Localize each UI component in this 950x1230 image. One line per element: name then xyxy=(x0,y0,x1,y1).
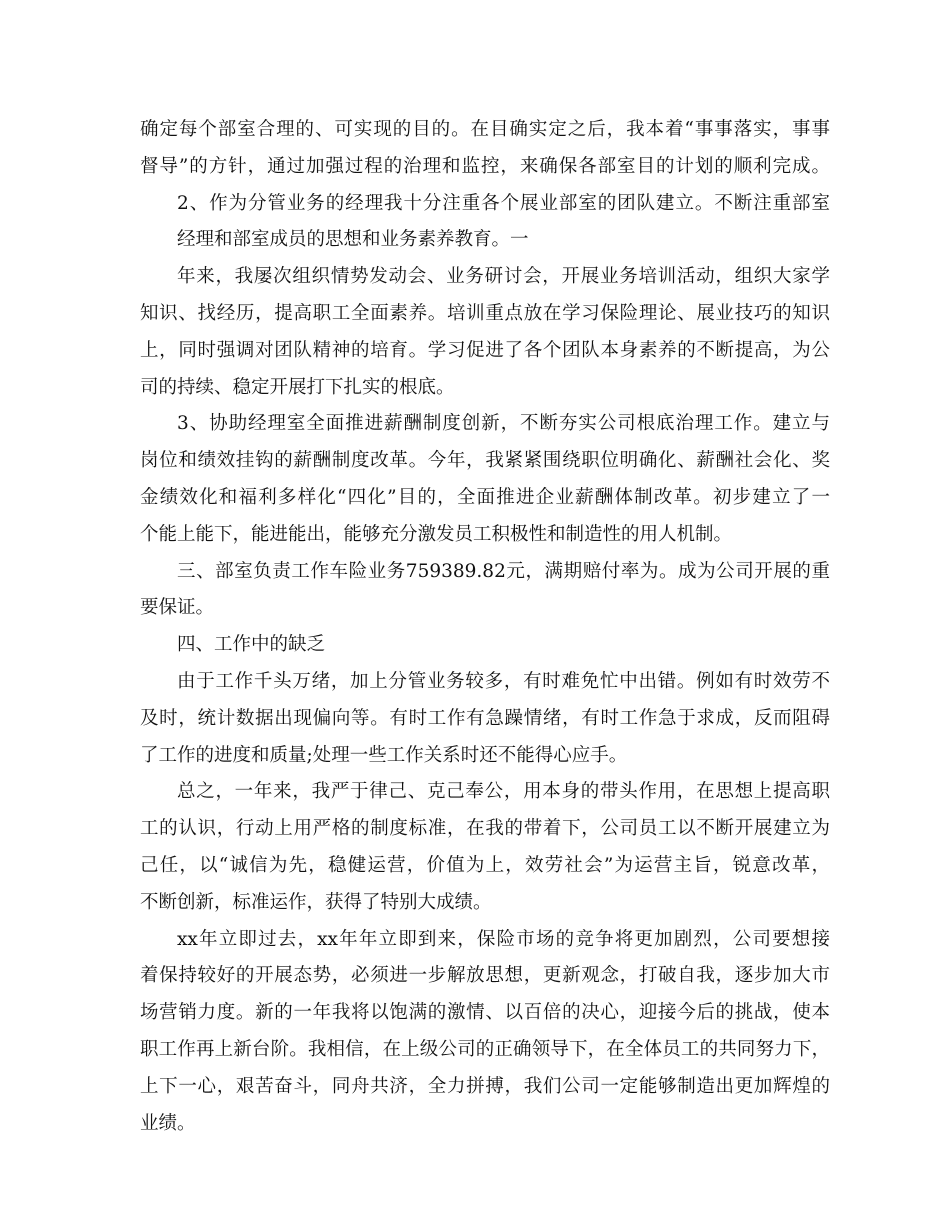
text-line: 岗位和绩效挂钩的薪酬制度改革。今年，我紧紧围绕职位明确化、薪酬社会化、奖 xyxy=(140,450,830,472)
text-line: 不断创新，标准运作，获得了特别大成绩。 xyxy=(140,891,492,913)
text-line: 着保持较好的开展态势，必须进一步解放思想，更新观念，打破自我，逐步加大市 xyxy=(140,965,830,987)
paragraph-start-line: 由于工作千头万绪，加上分管业务较多，有时难免忙中出错。例如有时效劳不 xyxy=(177,670,830,692)
text-line: 职工作再上新台阶。我相信，在上级公司的正确领导下，在全体员工的共同努力下， xyxy=(140,1038,830,1060)
document-body xyxy=(140,112,830,1142)
text-line: 个能上能下，能进能出，能够充分激发员工积极性和制造性的用人机制。 xyxy=(140,523,733,545)
paragraph-start-line: 总之，一年来，我严于律己、克己奉公，用本身的带头作用，在思想上提高职 xyxy=(177,781,830,803)
paragraph-start-line: xx年立即过去，xx年年立即到来，保险市场的竞争将更加剧烈，公司要想接 xyxy=(177,928,830,950)
text-line: 经理和部室成员的思想和业务素养教育。一 xyxy=(177,229,529,251)
paragraph-start-line: 三、部室负责工作车险业务759389.82元，满期赔付率为。成为公司开展的重 xyxy=(177,560,830,582)
text-line: 确定每个部室合理的、可实现的目的。在目确实定之后，我本着“事事落实，事事 xyxy=(140,119,830,140)
text-line: 上，同时强调对团队精神的培育。学习促进了各个团队本身素养的不断提高，为公 xyxy=(140,339,830,361)
section-heading: 四、工作中的缺乏 xyxy=(177,634,326,656)
paragraph-start-line: 年来，我屡次组织情势发动会、业务研讨会，开展业务培训活动，组织大家学 xyxy=(177,266,830,288)
text-line: 司的持续、稳定开展打下扎实的根底。 xyxy=(140,376,455,398)
text-line: 要保证。 xyxy=(140,597,215,619)
text-line: 场营销力度。新的一年我将以饱满的激情、以百倍的决心，迎接今后的挑战，使本 xyxy=(140,1002,830,1024)
text-line: 及时，统计数据出现偏向等。有时工作有急躁情绪，有时工作急于求成，反而阻碍 xyxy=(140,707,830,729)
text-line: 己任，以“诚信为先，稳健运营，价值为上，效劳社会”为运营主旨，锐意改革， xyxy=(140,854,830,876)
text-line: 督导”的方针，通过加强过程的治理和监控，来确保各部室目的计划的顺利完成。 xyxy=(140,155,830,177)
paragraph-start-line: 2、作为分管业务的经理我十分注重各个展业部室的团队建立。不断注重部室 xyxy=(177,192,830,214)
text-line: 上下一心，艰苦奋斗，同舟共济，全力拼搏，我们公司一定能够制造出更加辉煌的 xyxy=(140,1075,830,1097)
text-line: 工的认识，行动上用严格的制度标准，在我的带着下，公司员工以不断开展建立为 xyxy=(140,818,830,840)
text-line: 金绩效化和福利多样化“四化”目的，全面推进企业薪酬体制改革。初步建立了一 xyxy=(140,486,830,508)
text-line: 了工作的进度和质量;处理一些工作关系时还不能得心应手。 xyxy=(140,744,628,766)
text-line: 知识、找经历，提高职工全面素养。培训重点放在学习保险理论、展业技巧的知识 xyxy=(140,302,830,324)
paragraph-start-line: 3、协助经理室全面推进薪酬制度创新，不断夯实公司根底治理工作。建立与 xyxy=(177,413,830,435)
text-line: 业绩。 xyxy=(140,1112,196,1134)
